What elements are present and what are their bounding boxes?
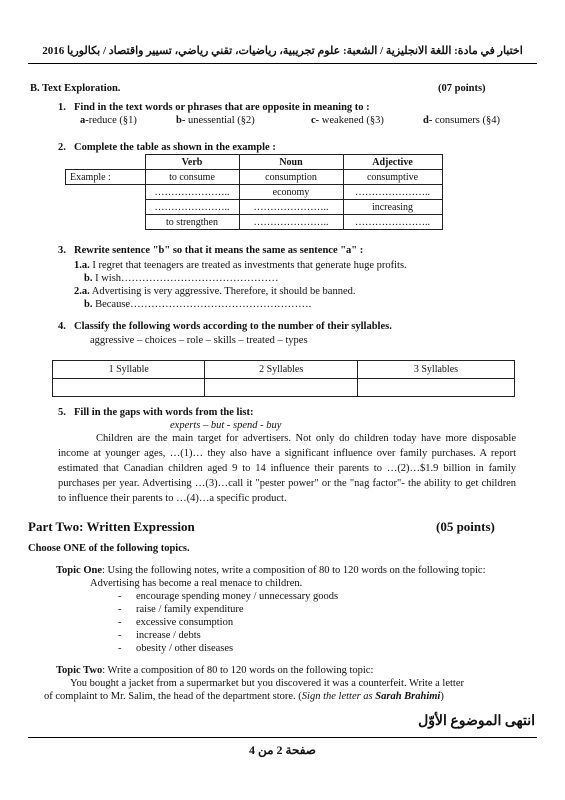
- table-corner: [66, 155, 146, 170]
- header-divider: [28, 63, 537, 64]
- table-cell: [357, 379, 514, 397]
- q1-item-letter: d-: [423, 115, 433, 126]
- q3-label: 2.a.: [74, 286, 90, 297]
- table-cell: increasing: [343, 200, 442, 215]
- q2-text: Complete the table as shown in the example :: [74, 142, 276, 153]
- q1-item-word: unessential (§2): [187, 115, 255, 126]
- table-header-row: [66, 155, 443, 170]
- table-row: [66, 170, 443, 185]
- topic-two-line: You bought a jacket from a supermarket but you discovered it was a counterfeit. Write a letter: [70, 678, 464, 689]
- table-cell: [66, 185, 146, 200]
- q1-item-d: [423, 114, 500, 127]
- q3-label: 1.a.: [74, 260, 90, 271]
- q5-number: 5.: [58, 407, 66, 418]
- q4-text: Classify the following words according to the number of their syllables.: [74, 321, 392, 332]
- table-cell: …………………..: [145, 200, 239, 215]
- table-header: 1 Syllable: [53, 361, 205, 379]
- q1-item-b: [176, 114, 255, 127]
- section-points: (07 points): [438, 83, 486, 94]
- q1-item-letter: a-: [80, 115, 89, 126]
- q1-item-word: reduce (§1): [88, 115, 137, 126]
- q1-item-letter: b-: [176, 115, 186, 126]
- table-cell: to consume: [145, 170, 239, 185]
- q3-sentence: Advertising is very aggressive. Therefore, it should be banned.: [91, 286, 356, 297]
- q1-item-a: [80, 114, 137, 127]
- q3-sentence: I regret that teenagers are treated as investments that generate huge profits.: [92, 260, 407, 271]
- syllables-table: [52, 360, 515, 397]
- q5-paragraph: Children are the main target for advertisers. Not only do children today have more disposable income at younger ages, …(1)… they also have a significant influence over family purchases. A report estimated that Canadian children aged 9 to 14 influence their parents to …(2)…$1.9 billion in family purchases per year. Advertising …(3)…call it "pester power" or the "nag factor"- the ability to get children to influence their parents to …(4)…a specific product.: [58, 433, 516, 504]
- note-item: - encourage spending money / unnecessary goods: [118, 591, 339, 602]
- table-cell: …………………..: [343, 215, 442, 230]
- part-two-points: (05 points): [436, 519, 495, 534]
- q1-item-word: consumers (§4): [434, 115, 500, 126]
- q2-number: 2.: [58, 142, 66, 153]
- word-forms-table: [65, 154, 443, 230]
- q3-label: b.: [84, 273, 93, 284]
- topic-one-subject: Advertising has become a real menace to children.: [90, 578, 303, 589]
- table-header: 2 Syllables: [205, 361, 357, 379]
- table-cell: …………………..: [343, 185, 442, 200]
- table-row: [66, 200, 443, 215]
- q1-number: 1.: [58, 102, 66, 113]
- table-header-row: [53, 361, 515, 379]
- note-item: - excessive consumption: [118, 617, 234, 628]
- exam-header: اختبار في مادة: اللغة الانجليزية / الشعبة: علوم تجريبية، رياضيات، تقني رياضي، تسيير واقتصاد / بكالوريا 2016: [42, 45, 523, 57]
- table-cell: economy: [239, 185, 343, 200]
- q1-item-c: [311, 114, 384, 127]
- q4-words: aggressive – choices – role – skills – treated – types: [90, 335, 308, 346]
- topic-two: [56, 664, 373, 677]
- section-title: B. Text Exploration.: [30, 83, 121, 94]
- table-row: [53, 379, 515, 397]
- table-header: Adjective: [343, 155, 442, 170]
- signature-name: Sarah Brahimi: [375, 691, 441, 702]
- note-item: - raise / family expenditure: [118, 604, 244, 615]
- table-cell: to strengthen: [145, 215, 239, 230]
- q4-number: 4.: [58, 321, 66, 332]
- note-item: - increase / debts: [118, 630, 201, 641]
- page-number: صفحة 2 من 4: [248, 743, 316, 757]
- table-cell: consumptive: [343, 170, 442, 185]
- q1-text: Find in the text words or phrases that are opposite in meaning to :: [74, 102, 370, 113]
- table-cell: [205, 379, 357, 397]
- part-two-instruction: Choose ONE of the following topics.: [28, 543, 190, 554]
- table-header: Noun: [239, 155, 343, 170]
- table-row: [66, 215, 443, 230]
- table-header: 3 Syllables: [357, 361, 514, 379]
- note-item: - obesity / other diseases: [118, 643, 234, 654]
- end-of-topic: انتهى الموضوع الأوّل: [418, 714, 535, 729]
- q5-text: Fill in the gaps with words from the list:: [74, 407, 254, 418]
- table-cell: …………………..: [239, 215, 343, 230]
- table-cell: [53, 379, 205, 397]
- table-cell: [66, 215, 146, 230]
- part-two-title: Part Two: Written Expression: [28, 519, 195, 534]
- table-cell: consumption: [239, 170, 343, 185]
- q1-item-letter: c-: [311, 115, 320, 126]
- topic-two-line: of complaint to Mr. Salim, the head of the department store. (Sign the letter as Sarah Brahimi): [44, 691, 444, 702]
- topic-label: Topic One: [56, 565, 102, 576]
- table-cell: Example :: [66, 170, 146, 185]
- q3-text: Rewrite sentence "b" so that it means the same as sentence "a" :: [74, 245, 364, 256]
- q5-word-list: experts – but - spend - buy: [170, 420, 282, 431]
- q1-item-word: weakened (§3): [321, 115, 384, 126]
- topic-text: : Using the following notes, write a composition of 80 to 120 words on the following topic:: [102, 565, 486, 576]
- q3-sentence: Because…………………………………………….: [95, 299, 312, 310]
- footer-divider: [28, 737, 537, 738]
- q3-sentence: I wish………………………………………: [95, 273, 279, 284]
- table-header: Verb: [145, 155, 239, 170]
- table-cell: …………………..: [145, 185, 239, 200]
- q3-number: 3.: [58, 245, 66, 256]
- topic-label: Topic Two: [56, 665, 103, 676]
- topic-one: [56, 564, 486, 577]
- topic-text: : Write a composition of 80 to 120 words on the following topic:: [102, 665, 374, 676]
- table-cell: …………………..: [239, 200, 343, 215]
- table-cell: [66, 200, 146, 215]
- q3-label: b.: [84, 299, 93, 310]
- table-row: [66, 185, 443, 200]
